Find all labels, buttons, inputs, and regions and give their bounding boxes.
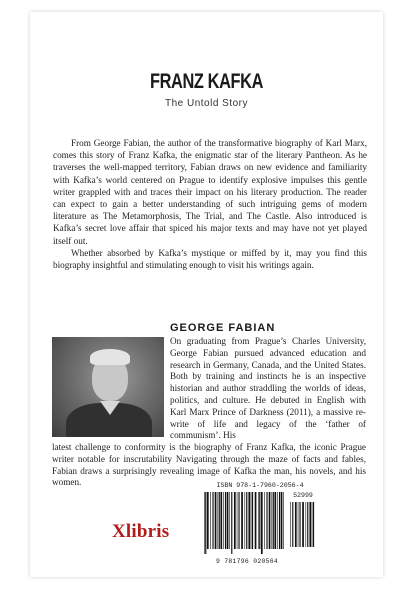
author-heading: GEORGE FABIAN [170, 322, 276, 334]
isbn-label: ISBN 978-1-7960-2056-4 [216, 482, 304, 489]
publisher-logo: Xlibris [112, 521, 170, 542]
price-code: 52999 [293, 492, 313, 499]
barcode-main-bars [204, 492, 286, 554]
book-blurb [53, 137, 367, 271]
book-subtitle: The Untold Story [164, 98, 249, 109]
barcode-digits: 9 781796 020564 [215, 558, 279, 565]
author-bio-bottom: latest challenge to conformity is the biography of Franz Kafka, the iconic Prague writer notable for inscrutability Navigating through the maze of facts and fables, Fabian draws a surprisingly revealing image of Kafka the man, his novels, and his women. [52, 442, 366, 488]
barcode [204, 492, 316, 558]
book-back-cover [30, 12, 383, 577]
blurb-paragraph: Whether absorbed by Kafka’s mystique or miffed by it, may you find this biography insightful and stimulating enough to visit his writings again. [53, 247, 367, 271]
barcode-addon-bars [290, 502, 316, 552]
author-bio-top: On graduating from Prague’s Charles University, George Fabian pursued advanced education and research in Germany, Canada, and the United States. Both by training and instincts he is an inspective historian and author straddling the worlds of ideas, politics, and culture. He debuted in English with Karl Marx Prince of Darkness (2011), a massive re-write of life and legacy of the ‘father of communism’. His [170, 336, 366, 441]
book-title: FRANZ KAFKA [149, 70, 264, 93]
author-photo-hair [90, 349, 130, 365]
barcode-block [204, 482, 316, 570]
author-photo [52, 337, 164, 437]
blurb-paragraph: From George Fabian, the author of the transformative biography of Karl Marx, comes this story of Franz Kafka, the enigmatic star of the literary Pantheon. As he traverses the well-mapped territory, Fabian draws on new evidence and familiarity with Kafka’s world centered on Prague to identify explosive impulses this gentle writer grappled with and traces their impact on his literary production. The reader can expect to gain a better understanding of such intriguing gems of modern literature as The Metamorphosis, The Trial, and The Castle. Also introduced is Kafka’s secret love affair that spiced his major texts and may have not yet played itself out. [53, 138, 367, 246]
